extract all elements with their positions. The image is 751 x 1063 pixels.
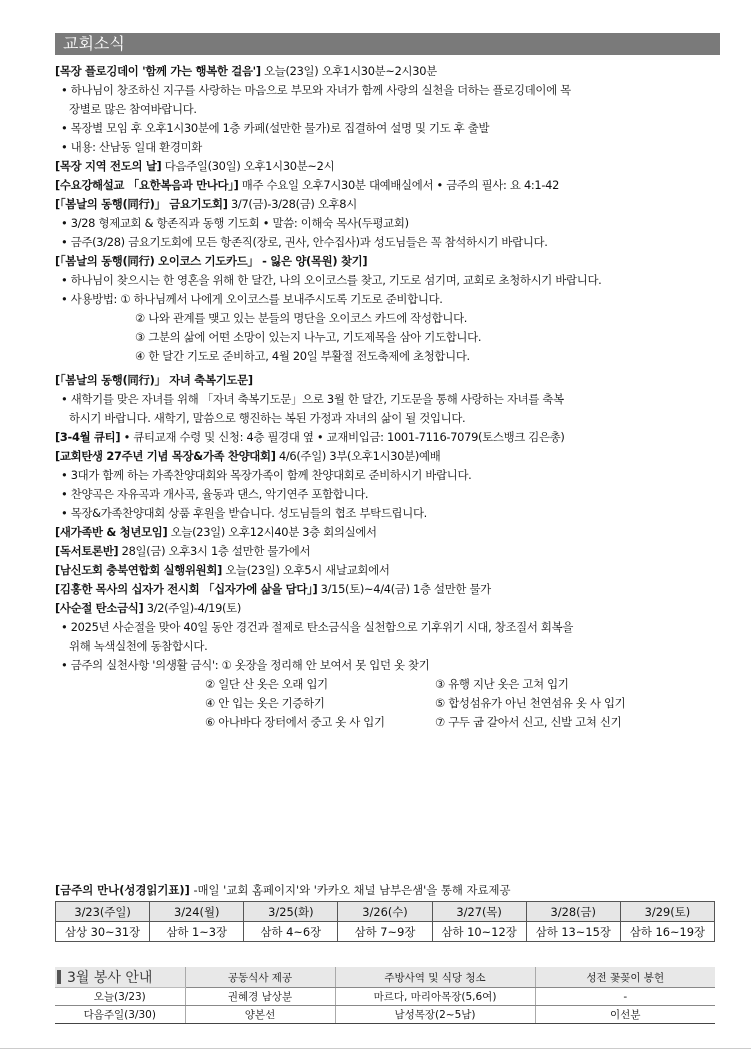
heading-detail: 다음주일(30일) 오후1시30분~2시 [161, 159, 335, 173]
bullet-item: • 목장&가족찬양대회 상품 후원을 받습니다. 성도님들의 협조 부탁드립니다. [61, 506, 427, 520]
method-step: ④ 한 달간 기도로 준비하고, 4월 20일 부활절 전도축제에 초청합니다. [135, 349, 470, 363]
service-title [55, 967, 185, 988]
service-cell: 이선분 [535, 1006, 715, 1024]
heading-title: [사순절 탄소금식] [55, 601, 144, 615]
news-heading [55, 428, 720, 447]
method-step: ③ 그분의 삶에 어떤 소망이 있는지 나누고, 기도제목을 삼아 기도합니다. [135, 330, 482, 344]
bullet-continuation: 위해 녹색실천에 동참합시다. [69, 639, 208, 653]
heading-title: [수요강해설교 「요한복음과 만나다」] [55, 178, 239, 192]
heading-title: [「봄날의 동행(同行) 오이코스 기도카드」 - 잃은 양(목원) 찾기] [55, 254, 368, 268]
heading-title: [「봄날의 동행(同行)」 금요기도회] [55, 197, 228, 211]
practice-item: ② 일단 산 옷은 오래 입기 [205, 677, 328, 691]
news-heading [55, 580, 720, 599]
reading-note: -매일 '교회 홈페이지'와 '카카오 채널 남부은샘'을 통해 자료제공 [189, 883, 511, 897]
reading-day: 3/26(수) [338, 902, 432, 922]
reading-table [55, 901, 715, 942]
bullet-continuation: 하시기 바랍니다. 새학기, 말씀으로 행진하는 복된 가정과 자녀의 삶이 될 것입니다. [69, 411, 466, 425]
practice-item: ⑤ 합성섬유가 아닌 천연섬유 옷 사 입기 [435, 696, 626, 710]
news-heading [55, 195, 720, 214]
reading-chapter: 삼하 7~9장 [338, 922, 432, 942]
service-cell: 권혜경 남상분 [185, 988, 335, 1006]
bullet-item: • 사용방법: ① 하나님께서 나에게 오이코스를 보내주시도록 기도로 준비합니다. [61, 292, 443, 306]
reading-title: [금주의 만나(성경읽기표)] [55, 883, 190, 897]
bullet-item: • 하나님이 창조하신 지구를 사랑하는 마음으로 부모와 자녀가 함께 사랑의 실천을 더하는 플로깅데이에 목 [61, 83, 571, 97]
service-date: 오늘(3/23) [55, 988, 185, 1006]
service-cell: 마르다, 마리아목장(5,6여) [335, 988, 535, 1006]
service-date: 다음주일(3/30) [55, 1006, 185, 1024]
practice-item-row [55, 675, 720, 694]
heading-detail: 오늘(23일) 오후5시 새날교회에서 [222, 563, 390, 577]
heading-title: [김홍한 목사의 십자가 전시회 「십자가에 삶을 담다」] [55, 582, 318, 596]
footer-divider [0, 1048, 751, 1049]
news-heading [55, 176, 720, 195]
practice-item: ⑦ 구두 굽 갈아서 신고, 신발 고쳐 신기 [435, 715, 622, 729]
heading-title: [목장 플로깅데이 '함께 가는 행복한 걸음'] [55, 64, 261, 78]
heading-title: [교회탄생 27주년 기념 목장&가족 찬양대회] [55, 449, 276, 463]
heading-detail: • 큐티교재 수령 및 신청: 4층 필경대 옆 • 교재비입금: 1001-7116-7079(토스뱅크 김은총) [120, 430, 565, 444]
practice-item: ④ 안 입는 옷은 기증하기 [205, 696, 325, 710]
reading-chapter: 삼상 30~31장 [56, 922, 150, 942]
news-heading [55, 447, 720, 466]
heading-detail: 4/6(주일) 3부(오후1시30분)예배 [275, 449, 441, 463]
bullet-item: • 하나님이 찾으시는 한 영혼을 위해 한 달간, 나의 오이코스를 찾고, 기도로 섬기며, 교회로 초청하시기 바랍니다. [61, 273, 602, 287]
reading-day: 3/24(월) [150, 902, 244, 922]
bullet-item: • 금주(3/28) 금요기도회에 모든 항존직(장로, 권사, 안수집사)과 성도님들은 꼭 참석하시기 바랍니다. [61, 235, 548, 249]
reading-chapter: 삼하 4~6장 [244, 922, 338, 942]
service-header: 공동식사 제공 [185, 967, 335, 988]
heading-title: [「봄날의 동행(同行)」 자녀 축복기도문] [55, 373, 253, 387]
news-content [55, 62, 720, 732]
heading-detail: 매주 수요일 오후7시30분 대예배실에서 • 금주의 필사: 요 4:1-42 [238, 178, 560, 192]
bullet-item: • 3/28 형제교회 & 항존직과 동행 기도회 • 말씀: 이해숙 목사(두평교회) [61, 216, 409, 230]
service-cell: - [535, 988, 715, 1006]
news-heading [55, 561, 720, 580]
bullet-continuation: 장별로 많은 참여바랍니다. [69, 102, 197, 116]
reading-chapter: 삼하 16~19장 [620, 922, 714, 942]
heading-title: [목장 지역 전도의 날] [55, 159, 162, 173]
reading-chapter: 삼하 10~12장 [432, 922, 526, 942]
bullet-item: • 찬양곡은 자유곡과 개사곡, 율동과 댄스, 악기연주 포함합니다. [61, 487, 369, 501]
bullet-item: • 2025년 사순절을 맞아 40일 동안 경건과 절제로 탄소금식을 실천함으로 기후위기 시대, 창조질서 회복을 [61, 620, 574, 634]
bullet-item: • 목장별 모임 후 오후1시30분에 1층 카페(설만한 물가)로 집결하여 설명 및 기도 후 출발 [61, 121, 490, 135]
service-header-row [55, 967, 715, 988]
bullet-item: • 3대가 함께 하는 가족찬양대회와 목장가족이 함께 찬양대회로 준비하시기 바랍니다. [61, 468, 472, 482]
section-title: 교회소식 [55, 33, 720, 55]
heading-title: [새가족반 & 청년모임] [55, 525, 168, 539]
reading-day: 3/25(화) [244, 902, 338, 922]
title-bar-mark [57, 970, 61, 984]
reading-day: 3/23(주일) [56, 902, 150, 922]
reading-day: 3/28(금) [526, 902, 620, 922]
reading-chapter: 삼하 1~3장 [150, 922, 244, 942]
service-header: 성전 꽃꽂이 봉헌 [535, 967, 715, 988]
heading-detail: 3/7(금)-3/28(금) 오후8시 [227, 197, 357, 211]
news-heading [55, 523, 720, 542]
reading-day: 3/29(토) [620, 902, 714, 922]
practice-item: ⑥ 아나바다 장터에서 중고 옷 사 입기 [205, 715, 385, 729]
service-cell: 남성목장(2~5남) [335, 1006, 535, 1024]
bullet-item: • 새학기를 맞은 자녀를 위해 「자녀 축복기도문」으로 3월 한 달간, 기도문을 통해 사랑하는 자녀를 축복 [61, 392, 564, 406]
news-heading [55, 371, 720, 390]
reading-chapters-row [56, 922, 715, 942]
news-heading [55, 252, 720, 271]
news-heading [55, 542, 720, 561]
bullet-item: • 내용: 산남동 일대 환경미화 [61, 140, 202, 154]
practice-item-row [55, 713, 720, 732]
heading-detail: 오늘(23일) 오후12시40분 3층 회의실에서 [167, 525, 377, 539]
heading-detail: 28일(금) 오후3시 1층 설만한 물가에서 [118, 544, 311, 558]
heading-detail: 3/2(주일)-4/19(토) [143, 601, 242, 615]
heading-title: [3-4월 큐티] [55, 430, 121, 444]
reading-chapter: 삼하 13~15장 [526, 922, 620, 942]
heading-detail: 오늘(23일) 오후1시30분~2시30분 [260, 64, 437, 78]
service-row [55, 988, 715, 1006]
reading-day: 3/27(목) [432, 902, 526, 922]
news-heading [55, 599, 720, 618]
news-heading [55, 157, 720, 176]
method-step: ② 나와 관계를 맺고 있는 분들의 명단을 오이코스 카드에 작성합니다. [135, 311, 468, 325]
practice-item-row [55, 694, 720, 713]
bullet-item: • 금주의 실천사항 '의생활 금식': ① 옷장을 정리해 안 보여서 못 입던 옷 찾기 [61, 658, 430, 672]
service-table [55, 967, 715, 1024]
reading-days-row [56, 902, 715, 922]
heading-detail: 3/15(토)~4/4(금) 1층 설만한 물가 [317, 582, 491, 596]
heading-title: [독서토론반] [55, 544, 119, 558]
service-header: 주방사역 및 식당 청소 [335, 967, 535, 988]
service-cell: 양본선 [185, 1006, 335, 1024]
reading-header [55, 882, 511, 898]
practice-item: ③ 유행 지난 옷은 고쳐 입기 [435, 677, 569, 691]
service-row [55, 1006, 715, 1024]
heading-title: [남신도회 충북연합회 실행위원회] [55, 563, 222, 577]
service-title-text: 3월 봉사 안내 [67, 970, 153, 986]
news-heading [55, 62, 720, 81]
